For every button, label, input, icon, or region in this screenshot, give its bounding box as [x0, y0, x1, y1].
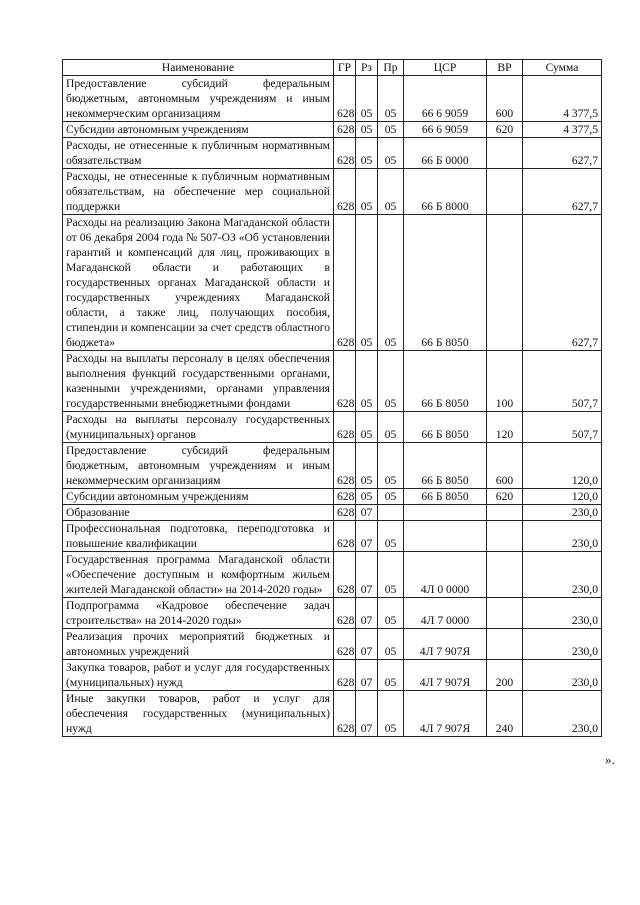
cell-rz: 05	[356, 169, 378, 215]
cell-name: Расходы, не отнесенные к публичным нормативным обязательствам	[63, 138, 334, 169]
cell-vr	[487, 505, 523, 521]
cell-vr: 620	[487, 489, 523, 505]
header-pr: Пр	[378, 60, 404, 76]
cell-pr: 05	[378, 76, 404, 122]
cell-gr: 628	[334, 122, 356, 138]
cell-name: Расходы на реализацию Закона Магаданской области от 06 декабря 2004 года № 507-ОЗ «Об установлении гарантий и компенсаций для лиц, проживающих в Магаданской области и работающих в государственных органах Магаданской области и государственных учреждениях Магаданской области, а также лиц, получающих пособия, стипендии и компенсации за счет средств областного бюджета»	[63, 215, 334, 351]
cell-vr: 600	[487, 443, 523, 489]
cell-rz: 07	[356, 629, 378, 660]
cell-csr: 66 6 9059	[404, 122, 487, 138]
cell-csr: 4Л 0 0000	[404, 552, 487, 598]
cell-name: Образование	[63, 505, 334, 521]
table-row	[63, 412, 602, 443]
cell-gr: 628	[334, 505, 356, 521]
table-row	[63, 660, 602, 691]
cell-gr: 628	[334, 443, 356, 489]
cell-vr	[487, 598, 523, 629]
cell-pr: 05	[378, 215, 404, 351]
table-row	[63, 76, 602, 122]
cell-rz: 05	[356, 412, 378, 443]
cell-name: Субсидии автономным учреждениям	[63, 122, 334, 138]
cell-csr: 66 Б 0000	[404, 138, 487, 169]
table-row	[63, 443, 602, 489]
cell-gr: 628	[334, 76, 356, 122]
cell-name: Закупка товаров, работ и услуг для государственных (муниципальных) нужд	[63, 660, 334, 691]
table-row	[63, 138, 602, 169]
cell-pr: 05	[378, 489, 404, 505]
cell-name: Государственная программа Магаданской области «Обеспечение доступным и комфортным жильем жителей Магаданской области» на 2014-2020 годы»	[63, 552, 334, 598]
cell-sum: 507,7	[523, 351, 602, 412]
cell-sum: 230,0	[523, 629, 602, 660]
cell-gr: 628	[334, 598, 356, 629]
cell-csr: 4Л 7 907Я	[404, 660, 487, 691]
cell-pr: 05	[378, 412, 404, 443]
cell-vr: 620	[487, 122, 523, 138]
table-row	[63, 351, 602, 412]
cell-vr	[487, 521, 523, 552]
cell-sum: 4 377,5	[523, 122, 602, 138]
cell-sum: 627,7	[523, 169, 602, 215]
cell-sum: 230,0	[523, 691, 602, 737]
cell-vr: 600	[487, 76, 523, 122]
cell-name: Расходы на выплаты персоналу в целях обеспечения выполнения функций государственными органами, казенными учреждениями, органами управления государственными внебюджетными фондами	[63, 351, 334, 412]
cell-pr: 05	[378, 122, 404, 138]
cell-csr: 4Л 7 907Я	[404, 629, 487, 660]
cell-pr: 05	[378, 691, 404, 737]
cell-rz: 07	[356, 521, 378, 552]
cell-pr: 05	[378, 351, 404, 412]
cell-pr: 05	[378, 138, 404, 169]
cell-rz: 07	[356, 660, 378, 691]
cell-csr: 4Л 7 907Я	[404, 691, 487, 737]
cell-gr: 628	[334, 521, 356, 552]
cell-csr	[404, 521, 487, 552]
cell-csr: 66 Б 8050	[404, 412, 487, 443]
cell-sum: 120,0	[523, 489, 602, 505]
header-vr: ВР	[487, 60, 523, 76]
cell-vr	[487, 215, 523, 351]
cell-rz: 05	[356, 138, 378, 169]
cell-gr: 628	[334, 660, 356, 691]
cell-sum: 230,0	[523, 598, 602, 629]
cell-gr: 628	[334, 215, 356, 351]
cell-name: Подпрограмма «Кадровое обеспечение задач строительства» на 2014-2020 годы»	[63, 598, 334, 629]
header-sum: Сумма	[523, 60, 602, 76]
cell-gr: 628	[334, 138, 356, 169]
cell-pr: 05	[378, 598, 404, 629]
cell-rz: 07	[356, 505, 378, 521]
cell-rz: 05	[356, 443, 378, 489]
cell-gr: 628	[334, 552, 356, 598]
cell-pr: 05	[378, 169, 404, 215]
cell-name: Реализация прочих мероприятий бюджетных и автономных учреждений	[63, 629, 334, 660]
cell-pr: 05	[378, 629, 404, 660]
cell-pr	[378, 505, 404, 521]
table-header-row	[63, 60, 602, 76]
table-row	[63, 169, 602, 215]
cell-gr: 628	[334, 691, 356, 737]
table-row	[63, 552, 602, 598]
cell-name: Предоставление субсидий федеральным бюджетным, автономным учреждениям и иным некоммерческим организациям	[63, 76, 334, 122]
cell-csr: 4Л 7 0000	[404, 598, 487, 629]
cell-name: Иные закупки товаров, работ и услуг для обеспечения государственных (муниципальных) нужд	[63, 691, 334, 737]
cell-rz: 05	[356, 351, 378, 412]
cell-pr: 05	[378, 443, 404, 489]
cell-vr: 100	[487, 351, 523, 412]
cell-sum: 4 377,5	[523, 76, 602, 122]
closing-mark: ».	[605, 752, 615, 767]
cell-name: Профессиональная подготовка, переподготовка и повышение квалификации	[63, 521, 334, 552]
cell-gr: 628	[334, 489, 356, 505]
cell-gr: 628	[334, 629, 356, 660]
cell-rz: 07	[356, 691, 378, 737]
table-row	[63, 629, 602, 660]
cell-sum: 230,0	[523, 552, 602, 598]
table-row	[63, 505, 602, 521]
cell-sum: 627,7	[523, 215, 602, 351]
cell-pr: 05	[378, 660, 404, 691]
cell-vr	[487, 552, 523, 598]
cell-name: Расходы на выплаты персоналу государственных (муниципальных) органов	[63, 412, 334, 443]
cell-name: Предоставление субсидий федеральным бюджетным, автономным учреждениям и иным некоммерческим организациям	[63, 443, 334, 489]
table-row	[63, 215, 602, 351]
cell-csr: 66 Б 8050	[404, 443, 487, 489]
table-row	[63, 489, 602, 505]
table-row	[63, 122, 602, 138]
table-row	[63, 691, 602, 737]
cell-csr: 66 Б 8050	[404, 215, 487, 351]
cell-csr: 66 Б 8000	[404, 169, 487, 215]
table-row	[63, 521, 602, 552]
cell-gr: 628	[334, 169, 356, 215]
cell-name: Субсидии автономным учреждениям	[63, 489, 334, 505]
budget-table	[62, 59, 602, 737]
cell-pr: 05	[378, 552, 404, 598]
cell-rz: 07	[356, 598, 378, 629]
cell-vr	[487, 169, 523, 215]
table-row	[63, 598, 602, 629]
cell-sum: 627,7	[523, 138, 602, 169]
table-body	[63, 76, 602, 737]
header-name: Наименование	[63, 60, 334, 76]
cell-rz: 05	[356, 76, 378, 122]
cell-sum: 120,0	[523, 443, 602, 489]
cell-csr: 66 Б 8050	[404, 489, 487, 505]
cell-rz: 05	[356, 122, 378, 138]
cell-vr	[487, 629, 523, 660]
cell-vr: 120	[487, 412, 523, 443]
header-rz: Рз	[356, 60, 378, 76]
cell-name: Расходы, не отнесенные к публичным нормативным обязательствам, на обеспечение мер социальной поддержки	[63, 169, 334, 215]
cell-gr: 628	[334, 351, 356, 412]
cell-gr: 628	[334, 412, 356, 443]
cell-pr: 05	[378, 521, 404, 552]
cell-sum: 230,0	[523, 660, 602, 691]
cell-sum: 230,0	[523, 505, 602, 521]
cell-vr: 240	[487, 691, 523, 737]
cell-sum: 230,0	[523, 521, 602, 552]
cell-csr: 66 Б 8050	[404, 351, 487, 412]
cell-vr	[487, 138, 523, 169]
cell-rz: 07	[356, 552, 378, 598]
header-csr: ЦСР	[404, 60, 487, 76]
cell-sum: 507,7	[523, 412, 602, 443]
cell-rz: 05	[356, 489, 378, 505]
header-gr: ГР	[334, 60, 356, 76]
cell-csr: 66 6 9059	[404, 76, 487, 122]
cell-rz: 05	[356, 215, 378, 351]
cell-vr: 200	[487, 660, 523, 691]
cell-csr	[404, 505, 487, 521]
